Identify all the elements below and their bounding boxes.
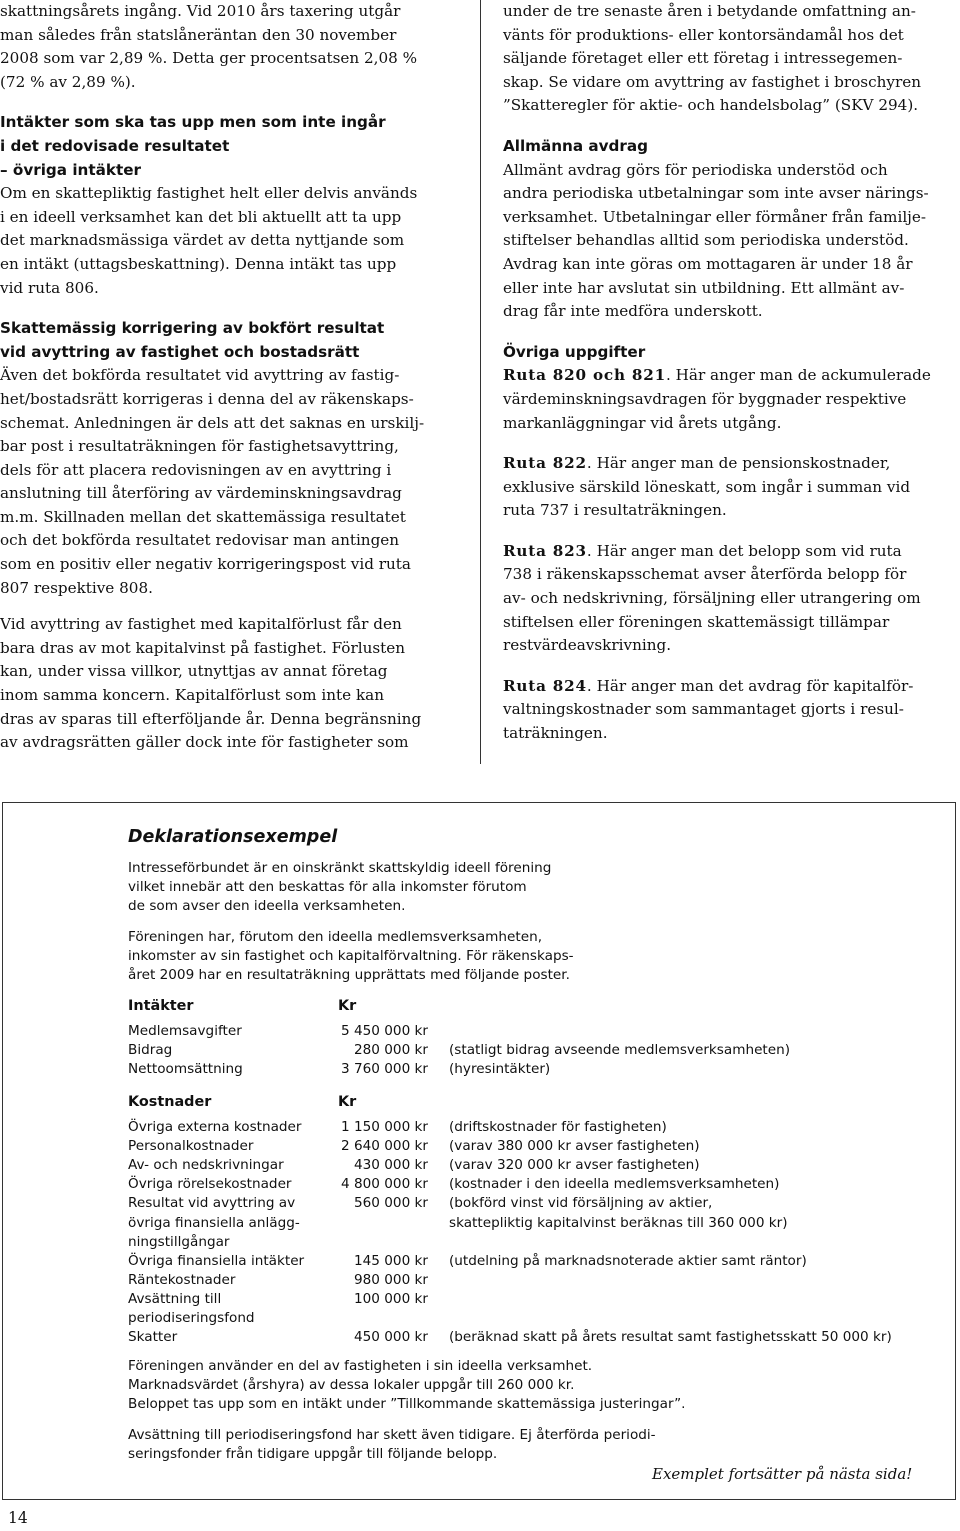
example-fourth-paragraph: Avsättning till periodiseringsfond har skett även tidigare. Ej återförda periodi- seringsfonder från tidigare uppgår till följande belopp. bbox=[128, 1427, 656, 1462]
korrigering-text: Även det bokförda resultatet vid avyttring av fastig- het/bostadsrätt korrigeras i denna del av räkenskaps- schemat. Anledningen är dels att det saknas en urskilj- bar post i resultaträkningen för fastighetsavyttring, dels för att placera redovisningen av en avyttring i anslutning till återföring av värdeminskningsavdrag m.m. Skillnaden mellan det skattemässiga resultatet och det bokförda resultatet redovisar man antingen som en positiv eller negativ korrigeringspost vid ruta 807 respektive 808. bbox=[0, 366, 425, 597]
row-note: (utdelning på marknadsnoterade aktier samt räntor) bbox=[449, 1252, 807, 1269]
row-label: Övriga externa kostnader bbox=[128, 1119, 302, 1135]
heading-skattemassig-korrigering: Skattemässig korrigering av bokfört resultat vid avyttring av fastighet och bostadsrätt bbox=[0, 319, 385, 361]
row-label: Bidrag bbox=[128, 1042, 173, 1059]
row-note: (kostnader i den ideella medlemsverksamheten) bbox=[449, 1176, 780, 1193]
left-column bbox=[0, 0, 466, 755]
kapitalforlust-text: Vid avyttring av fastighet med kapitalförlust får den bara dras av mot kapitalvinst på fastighet. Förlusten kan, under vissa villkor, utnyttjas av annat företag inom samma koncern. Kapitalförlust som inte kan dras av sparas till efterföljande år. Denna begränsning av avdragsrätten gäller dock inte för fastigheter som bbox=[0, 615, 422, 752]
continued-note: Exemplet fortsätter på nästa sida! bbox=[652, 1465, 913, 1483]
row-note: (varav 320 000 kr avser fastigheten) bbox=[449, 1157, 700, 1174]
row-note: (driftskostnader för fastigheten) bbox=[449, 1119, 667, 1135]
row-amount: 4 800 000 kr bbox=[341, 1176, 428, 1193]
row-amount: 145 000 kr bbox=[354, 1252, 428, 1269]
kr-heading-intakter: Kr bbox=[338, 998, 357, 1014]
row-label: Resultat vid avyttring av bbox=[128, 1195, 296, 1212]
row-amount: 450 000 kr bbox=[354, 1329, 428, 1346]
row-amount: 100 000 kr bbox=[354, 1290, 428, 1307]
row-label: Skatter bbox=[128, 1329, 178, 1346]
row-note: (hyresintäkter) bbox=[449, 1061, 551, 1078]
row-note: skattepliktig kapitalvinst beräknas till 360 000 kr) bbox=[449, 1214, 788, 1231]
ruta-822-label: Ruta 822 bbox=[503, 454, 587, 473]
row-amount: 3 760 000 kr bbox=[341, 1061, 428, 1078]
avyttring-continued-text: under de tre senaste åren i betydande omfattning an- vänts för produktions- eller kontorsändamål hos det säljande företaget eller ett företag i intressegemen- skap. Se vidare om avyttring av fastighet i broschyren ”Skatteregler för aktie- och handelsbolag” (SKV 294). bbox=[503, 2, 921, 115]
intro-paragraph: skattningsårets ingång. Vid 2010 års taxering utgår man således från statslåneräntan den 30 november 2008 som var 2,89 %. Detta ger procentsatsen 2,08 % (72 % av 2,89 %). bbox=[0, 2, 418, 91]
ruta-824-text: Ruta 824. Här anger man det avdrag för kapitalför- valtningskostnader som sammantaget gjorts i resul- taträkningen. bbox=[503, 676, 914, 743]
kr-heading-kostnader: Kr bbox=[338, 1094, 357, 1110]
row-label: ningstillgångar bbox=[128, 1233, 230, 1250]
row-note: (statligt bidrag avseende medlemsverksamheten) bbox=[449, 1042, 791, 1059]
row-label: Av- och nedskrivningar bbox=[128, 1157, 284, 1174]
row-label: Räntekostnader bbox=[128, 1271, 236, 1288]
row-note: (varav 380 000 kr avser fastigheten) bbox=[449, 1138, 700, 1155]
row-amount: 5 450 000 kr bbox=[341, 1023, 428, 1039]
row-label: övriga finansiella anlägg- bbox=[128, 1214, 300, 1231]
example-second-paragraph: Föreningen har, förutom den ideella medlemsverksamheten, inkomster av sin fastighet och kapitalförvaltning. För räkenskaps- året 2009 har en resultaträkning upprättats med följande poster. bbox=[128, 929, 574, 983]
intakter-heading: Intäkter bbox=[128, 998, 194, 1014]
ovriga-intakter-text: Om en skattepliktig fastighet helt eller delvis används i en ideell verksamhet kan det bli aktuellt att ta upp det marknadsmässiga värdet av detta nyttjande som en intäkt (uttagsbeskattning). Denna intäkt tas upp vid ruta 806. bbox=[0, 184, 418, 297]
heading-allmanna-avdrag: Allmänna avdrag bbox=[503, 136, 649, 155]
row-amount: 980 000 kr bbox=[354, 1271, 428, 1288]
row-label: Övriga finansiella intäkter bbox=[128, 1252, 305, 1269]
row-label: periodiseringsfond bbox=[128, 1310, 255, 1326]
allmanna-avdrag-text: Allmänt avdrag görs för periodiska understöd och andra periodiska utbetalningar som inte avser närings- verksamhet. Utbetalningar eller förmåner från familje- stiftelser behandlas alltid som periodiska understöd. Avdrag kan inte göras om mottagaren är under 18 år eller inte har avslutat sin utbildning. Ett allmänt av- drag får inte medföra underskott. bbox=[503, 160, 929, 321]
row-amount: 430 000 kr bbox=[354, 1157, 428, 1174]
row-note: (beräknad skatt på årets resultat samt fastighetsskatt 50 000 kr) bbox=[449, 1329, 892, 1346]
right-column bbox=[503, 0, 960, 746]
ruta-823-text: Ruta 823. Här anger man det belopp som vid ruta 738 i räkenskapsschemat avser återförda belopp för av- och nedskrivning, försäljning eller utrangering om stiftelsen eller föreningen skattemässigt tillämpar restvärdeavskrivning. bbox=[503, 541, 921, 655]
page-number: 14 bbox=[8, 1509, 28, 1527]
row-note: (bokförd vinst vid försäljning av aktier, bbox=[449, 1195, 713, 1212]
row-amount: 1 150 000 kr bbox=[341, 1119, 428, 1135]
example-third-paragraph: Föreningen använder en del av fastigheten i sin ideella verksamhet. Marknadsvärdet (årshyra) av dessa lokaler uppgår till 260 000 kr. Beloppet tas upp som en intäkt under ”Tillkommande skattemässiga justeringar”. bbox=[128, 1358, 686, 1412]
example-title: Deklarationsexempel bbox=[128, 827, 338, 847]
row-amount: 2 640 000 kr bbox=[341, 1138, 428, 1155]
heading-ovriga-uppgifter: Övriga uppgifter bbox=[503, 342, 646, 361]
ruta-824-label: Ruta 824 bbox=[503, 676, 587, 695]
row-amount: 280 000 kr bbox=[354, 1042, 428, 1059]
row-label: Personalkostnader bbox=[128, 1138, 254, 1155]
ruta-820-label: Ruta 820 och 821 bbox=[503, 366, 667, 385]
row-label: Nettoomsättning bbox=[128, 1061, 243, 1078]
column-divider bbox=[480, 0, 481, 764]
row-label: Medlemsavgifter bbox=[128, 1023, 242, 1039]
heading-ovriga-intakter: Intäkter som ska tas upp men som inte ingår i det redovisade resultatet – övriga intäkter bbox=[0, 113, 386, 179]
row-label: Övriga rörelsekostnader bbox=[128, 1176, 292, 1193]
row-label: Avsättning till bbox=[128, 1290, 222, 1307]
kostnader-heading: Kostnader bbox=[128, 1094, 212, 1110]
example-intro-paragraph: Intresseförbundet är en oinskränkt skattskyldig ideell förening vilket innebär att den beskattas för alla inkomster förutom de som avser den ideella verksamheten. bbox=[128, 860, 552, 914]
ruta-820-text: Ruta 820 och 821. Här anger man de ackumulerade värdeminskningsavdragen för byggnader respektive markanläggningar vid årets utgång. bbox=[503, 366, 931, 432]
row-amount: 560 000 kr bbox=[354, 1195, 428, 1212]
ruta-822-text: Ruta 822. Här anger man de pensionskostnader, exklusive särskild löneskatt, som ingår i summan vid ruta 737 i resultaträkningen. bbox=[503, 454, 911, 520]
ruta-823-label: Ruta 823 bbox=[503, 541, 587, 560]
